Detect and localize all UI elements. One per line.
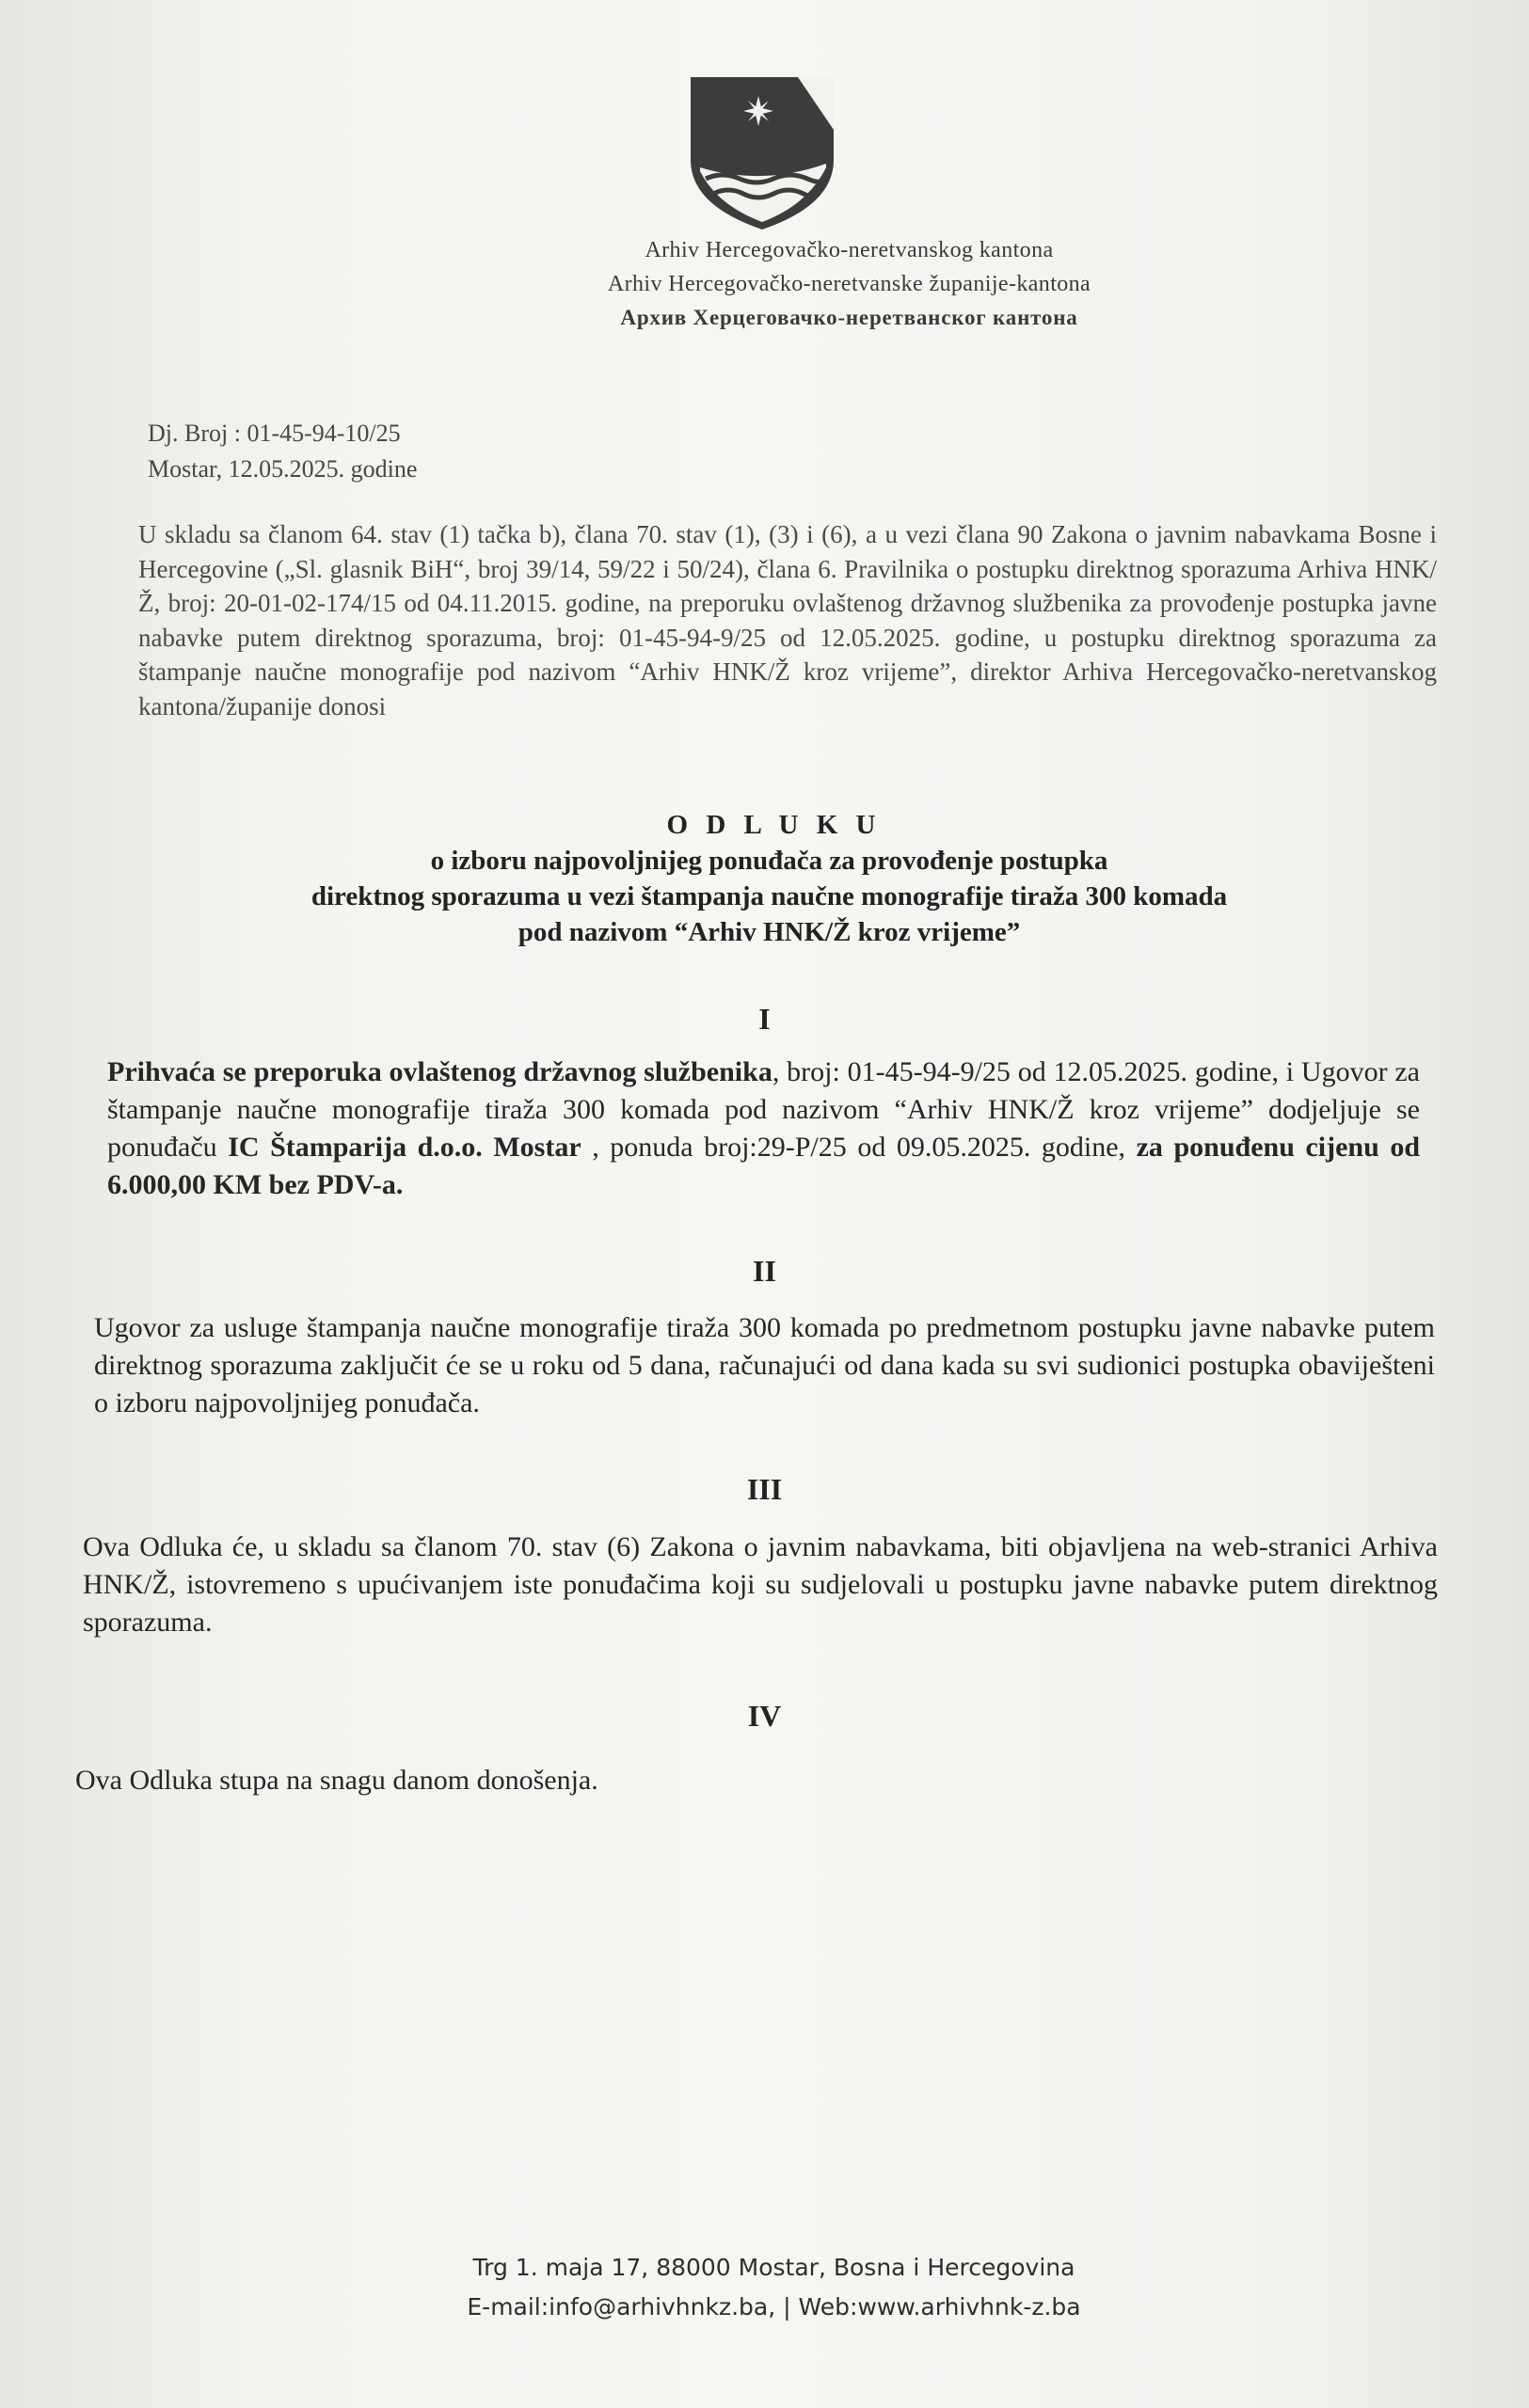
section-1-text-b: , ponuda broj:29-P/25 od 09.05.2025. godine, [581, 1132, 1137, 1163]
reference-number: Dj. Broj : 01-45-94-10/25 [148, 420, 401, 447]
section-number-1: I [758, 1002, 771, 1036]
decision-subtitle-2: direktnog sporazuma u vezi štampanja naučne monografije tiraža 300 komada [311, 881, 1228, 911]
section-1-price: za ponuđenu cijenu od 6.000,00 KM bez PDV-a. [107, 1132, 1420, 1200]
section-4-paragraph: Ova Odluka stupa na snagu danom donošenja. [75, 1765, 598, 1796]
decision-title: O D L U K U [666, 810, 882, 840]
section-1-text-a: , broj: 01-45-94-9/25 od 12.05.2025. godine, i Ugovor za štampanje naučne monografije tiraža 300 komada pod nazivom “Arhiv HNK/Ž kroz vrijeme” dodjeljuje se ponuđaču [107, 1056, 1420, 1163]
footer-contact: E-mail:info@arhivhnkz.ba, | Web:www.arhivhnk-z.ba [467, 2293, 1081, 2321]
section-1-bold-start: Prihvaća se preporuka ovlaštenog državnog službenika [107, 1056, 772, 1087]
decision-subtitle-3: pod nazivom “Arhiv HNK/Ž kroz vrijeme” [518, 917, 1021, 947]
document-reference [148, 416, 417, 487]
header-line-cyrillic: Архив Херцеговачко-неретванског кантона [620, 306, 1078, 329]
section-2-paragraph: Ugovor za usluge štampanja naučne monografije tiraža 300 komada po predmetnom postupku javne nabavke putem direktnog sporazuma zaključit će se u roku od 5 dana, računajući od dana kada su svi sudionici postupka obaviješteni o izboru najpovoljnijeg ponuđača. [94, 1312, 1435, 1418]
section-1-paragraph [107, 1054, 1420, 1204]
decision-title-block [0, 807, 1529, 950]
preamble-paragraph: U skladu sa članom 64. stav (1) tačka b), člana 70. stav (1), (3) i (6), a u vezi člana 90 Zakona o javnim nabavkama Bosne i Hercegovine („Sl. glasnik BiH“, broj 39/14, 59/22 i 50/24), člana 6. Pravilnika o postupku direktnog sporazuma Arhiva HNK/Ž, broj: 20-01-02-174/15 od 04.11.2015. godine, na preporuku ovlaštenog državnog službenika za provođenje postupka javne nabavke putem direktnog sporazuma, broj: 01-45-94-9/25 od 12.05.2025. godine, u postupku direktnog sporazuma za štampanje naučne monografije pod nazivom “Arhiv HNK/Ž kroz vrijeme”, direktor Arhiva Hercegovačko-neretvanskog kantona/županije donosi [138, 520, 1437, 721]
page-footer [0, 2248, 1529, 2327]
section-number-2: II [753, 1254, 776, 1288]
section-3-paragraph: Ova Odluka će, u skladu sa članom 70. stav (6) Zakona o javnim nabavkama, biti objavljena na web-stranici Arhiva HNK/Ž, istovremeno s upućivanjem iste ponuđačima koji su sudjelovali u postupku javne nabavke putem direktnog sporazuma. [83, 1531, 1438, 1638]
section-number-3: III [746, 1472, 783, 1506]
decision-subtitle-1: o izboru najpovoljnijeg ponuđača za provođenje postupka [430, 846, 1108, 876]
section-number-4: IV [747, 1699, 782, 1733]
section-1-bidder: IC Štamparija d.o.o. Mostar [228, 1132, 581, 1163]
coat-of-arms-icon [685, 73, 839, 233]
header-line-latin-2: Arhiv Hercegovačko-neretvanske županije-kantona [607, 272, 1091, 296]
header-line-latin-1: Arhiv Hercegovačko-neretvanskog kantona [645, 238, 1054, 262]
place-and-date: Mostar, 12.05.2025. godine [148, 455, 418, 483]
footer-address: Trg 1. maja 17, 88000 Mostar, Bosna i Hercegovina [472, 2254, 1075, 2281]
institution-header [0, 233, 1529, 335]
